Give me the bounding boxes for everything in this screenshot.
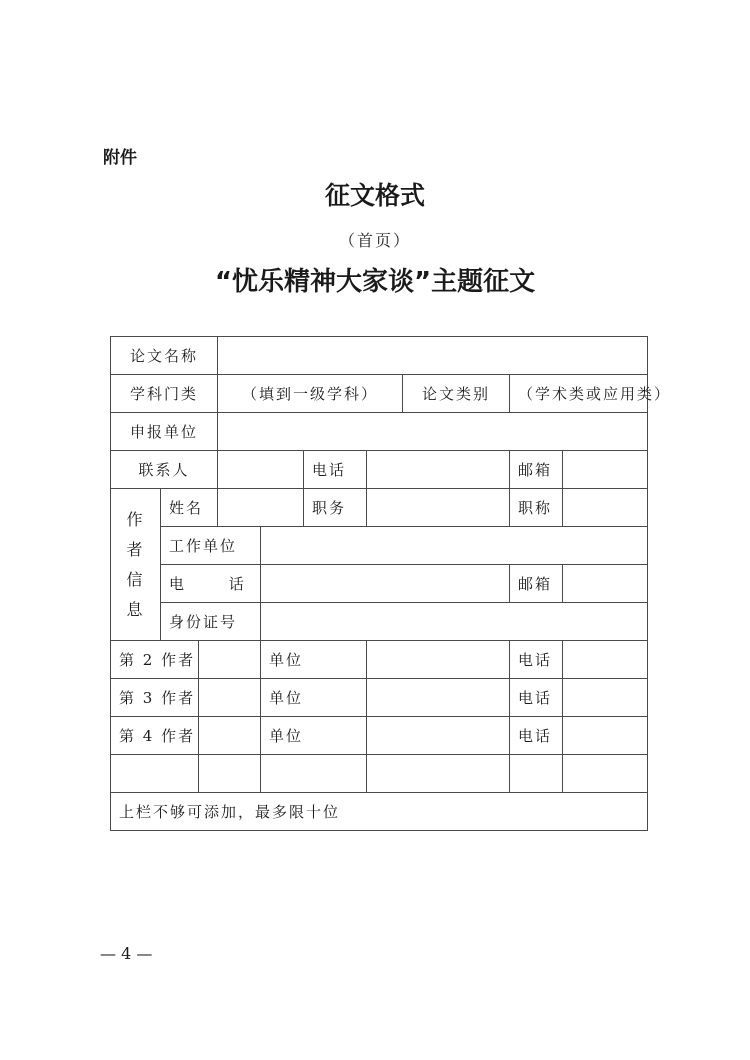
unit-field[interactable]	[218, 413, 648, 451]
empty-cell[interactable]	[199, 755, 261, 793]
author-info-char: 作	[126, 509, 145, 529]
paper-title-label: 论文名称	[111, 337, 218, 375]
title-rank-field[interactable]	[563, 489, 648, 527]
row-empty	[111, 755, 648, 793]
co-author-label: 第 2 作者	[111, 641, 199, 679]
row-unit	[111, 413, 648, 451]
essay-form-table	[110, 336, 672, 831]
duty-field[interactable]	[367, 489, 510, 527]
empty-cell[interactable]	[111, 755, 199, 793]
co-author-phone-field[interactable]	[563, 641, 648, 679]
category-label: 论文类别	[403, 375, 510, 413]
empty-cell[interactable]	[563, 755, 648, 793]
author-info-label	[111, 489, 161, 641]
co-author-name-field[interactable]	[199, 717, 261, 755]
author-email-label: 邮箱	[510, 565, 563, 603]
subject-field[interactable]: （填到一级学科）	[218, 375, 403, 413]
id-field[interactable]	[261, 603, 648, 641]
author-phone-label	[161, 565, 264, 603]
unit-label: 申报单位	[111, 413, 218, 451]
attachment-label: 附件	[103, 148, 137, 168]
document-subtitle: （首页）	[338, 231, 411, 250]
document-title: 征文格式	[324, 181, 425, 210]
co-author-phone-field[interactable]	[563, 679, 648, 717]
co-author-phone-field[interactable]	[563, 717, 648, 755]
empty-cell[interactable]	[510, 755, 563, 793]
duty-label: 职务	[304, 489, 367, 527]
co-author-name-field[interactable]	[199, 641, 261, 679]
author-info-char: 者	[126, 539, 145, 559]
co-author-unit-label: 单位	[261, 717, 367, 755]
row-note	[111, 793, 648, 831]
empty-cell[interactable]	[367, 755, 510, 793]
subject-label: 学科门类	[111, 375, 218, 413]
author-phone-text: 电 话	[169, 575, 264, 593]
co-author-label: 第 4 作者	[111, 717, 199, 755]
contact-label: 联系人	[111, 451, 218, 489]
co-author-label: 第 3 作者	[111, 679, 199, 717]
row-author-3	[111, 679, 648, 717]
name-field[interactable]	[218, 489, 304, 527]
contact-phone-label: 电话	[304, 451, 367, 489]
author-info-char: 息	[126, 599, 145, 619]
author-email-field[interactable]	[563, 565, 648, 603]
row-id-number	[111, 603, 648, 641]
row-author-phone	[111, 565, 648, 603]
co-author-phone-label: 电话	[510, 679, 563, 717]
co-author-unit-field[interactable]	[367, 717, 510, 755]
co-author-unit-field[interactable]	[367, 679, 510, 717]
row-author-4	[111, 717, 648, 755]
category-field[interactable]: （学术类或应用类）	[510, 375, 648, 413]
work-unit-label: 工作单位	[161, 527, 261, 565]
paper-title-field[interactable]	[218, 337, 648, 375]
title-rank-label: 职称	[510, 489, 563, 527]
work-unit-field[interactable]	[261, 527, 648, 565]
author-phone-field[interactable]	[261, 565, 510, 603]
row-paper-title	[111, 337, 648, 375]
contact-field[interactable]	[218, 451, 304, 489]
contact-email-label: 邮箱	[510, 451, 563, 489]
row-subject	[111, 375, 648, 413]
contact-phone-field[interactable]	[367, 451, 510, 489]
name-label: 姓名	[161, 489, 218, 527]
row-work-unit	[111, 527, 648, 565]
co-author-unit-label: 单位	[261, 679, 367, 717]
author-info-char: 信	[126, 569, 145, 589]
row-author-name	[111, 489, 648, 527]
row-contact	[111, 451, 648, 489]
co-author-unit-field[interactable]	[367, 641, 510, 679]
note-text: 上栏不够可添加，最多限十位	[111, 793, 648, 831]
id-label: 身份证号	[161, 603, 261, 641]
row-author-2	[111, 641, 648, 679]
co-author-phone-label: 电话	[510, 641, 563, 679]
co-author-phone-label: 电话	[510, 717, 563, 755]
page-number: — 4 —	[100, 944, 153, 963]
contact-email-field[interactable]	[563, 451, 648, 489]
co-author-unit-label: 单位	[261, 641, 367, 679]
empty-cell[interactable]	[261, 755, 367, 793]
co-author-name-field[interactable]	[199, 679, 261, 717]
theme-title: “忧乐精神大家谈”主题征文	[214, 267, 536, 297]
